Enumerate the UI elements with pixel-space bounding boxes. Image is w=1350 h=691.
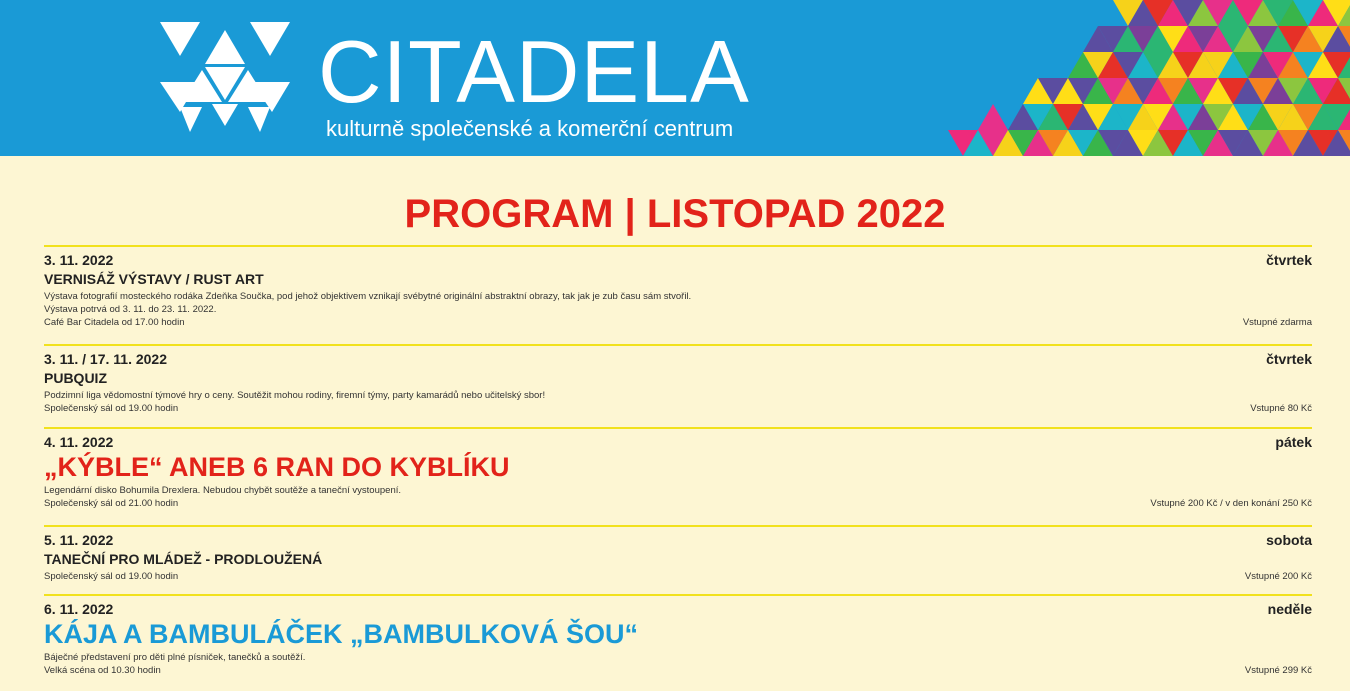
event-day: čtvrtek [1266,351,1312,367]
event-venue: Café Bar Citadela od 17.00 hodin [44,317,185,328]
event-item [44,594,1312,691]
event-title: PUBQUIZ [44,370,107,386]
event-price: Vstupné 299 Kč [1244,665,1312,676]
event-date: 6. 11. 2022 [44,601,114,617]
event-price: Vstupné zdarma [1242,317,1312,328]
event-description-extra: Výstava potrvá od 3. 11. do 23. 11. 2022. [44,304,217,315]
event-price: Vstupné 80 Kč [1250,403,1312,414]
event-day: neděle [1267,601,1312,617]
event-price: Vstupné 200 Kč [1244,571,1312,582]
event-title: „KÝBLE“ ANEB 6 RAN DO KYBLÍKU [44,452,510,482]
decorative-triangle [978,104,1008,130]
event-item [44,344,1312,427]
logo-tagline: kulturně společenské a komerční centrum [326,116,734,141]
event-day: pátek [1275,434,1312,450]
event-date: 3. 11. 2022 [44,252,114,268]
event-date: 5. 11. 2022 [44,532,114,548]
event-item [44,427,1312,525]
citadela-logo-icon [160,22,290,137]
event-price: Vstupné 200 Kč / v den konání 250 Kč [1150,498,1312,509]
decorative-triangles-pattern [888,0,1350,156]
event-date: 4. 11. 2022 [44,434,114,450]
event-description: Podzimní liga vědomostní týmové hry o ceny. Soutěžit mohou rodiny, firemní týmy, party kamarádů nebo učitelský sbor! [44,390,546,401]
event-day: sobota [1266,532,1312,548]
event-venue: Společenský sál od 19.00 hodin [44,571,179,582]
header-banner [0,0,1350,156]
event-description: Výstava fotografií mosteckého rodáka Zdeňka Součka, pod jehož objektivem vznikají svébytné originální abstraktní obrazy, tak jak je zub času sám stvořil. [44,291,692,302]
event-title: VERNISÁŽ VÝSTAVY / RUST ART [44,271,264,287]
page-title: PROGRAM | LISTOPAD 2022 [404,192,946,236]
event-item [44,245,1312,344]
event-title: TANEČNÍ PRO MLÁDEŽ - PRODLOUŽENÁ [44,551,323,567]
event-list [44,245,1312,691]
event-description: Báječné představení pro děti plné písniček, tanečků a soutěží. [44,652,306,663]
event-day: čtvrtek [1266,252,1312,268]
logo-name: CITADELA [318,22,750,121]
event-description: Legendární disko Bohumila Drexlera. Nebudou chybět soutěže a taneční vystoupení. [44,485,402,496]
event-title: KÁJA A BAMBULÁČEK „BAMBULKOVÁ ŠOU“ [44,619,638,649]
event-venue: Společenský sál od 21.00 hodin [44,498,179,509]
event-venue: Společenský sál od 19.00 hodin [44,403,179,414]
event-item [44,525,1312,594]
event-date: 3. 11. / 17. 11. 2022 [44,351,167,367]
event-venue: Velká scéna od 10.30 hodin [44,665,161,676]
